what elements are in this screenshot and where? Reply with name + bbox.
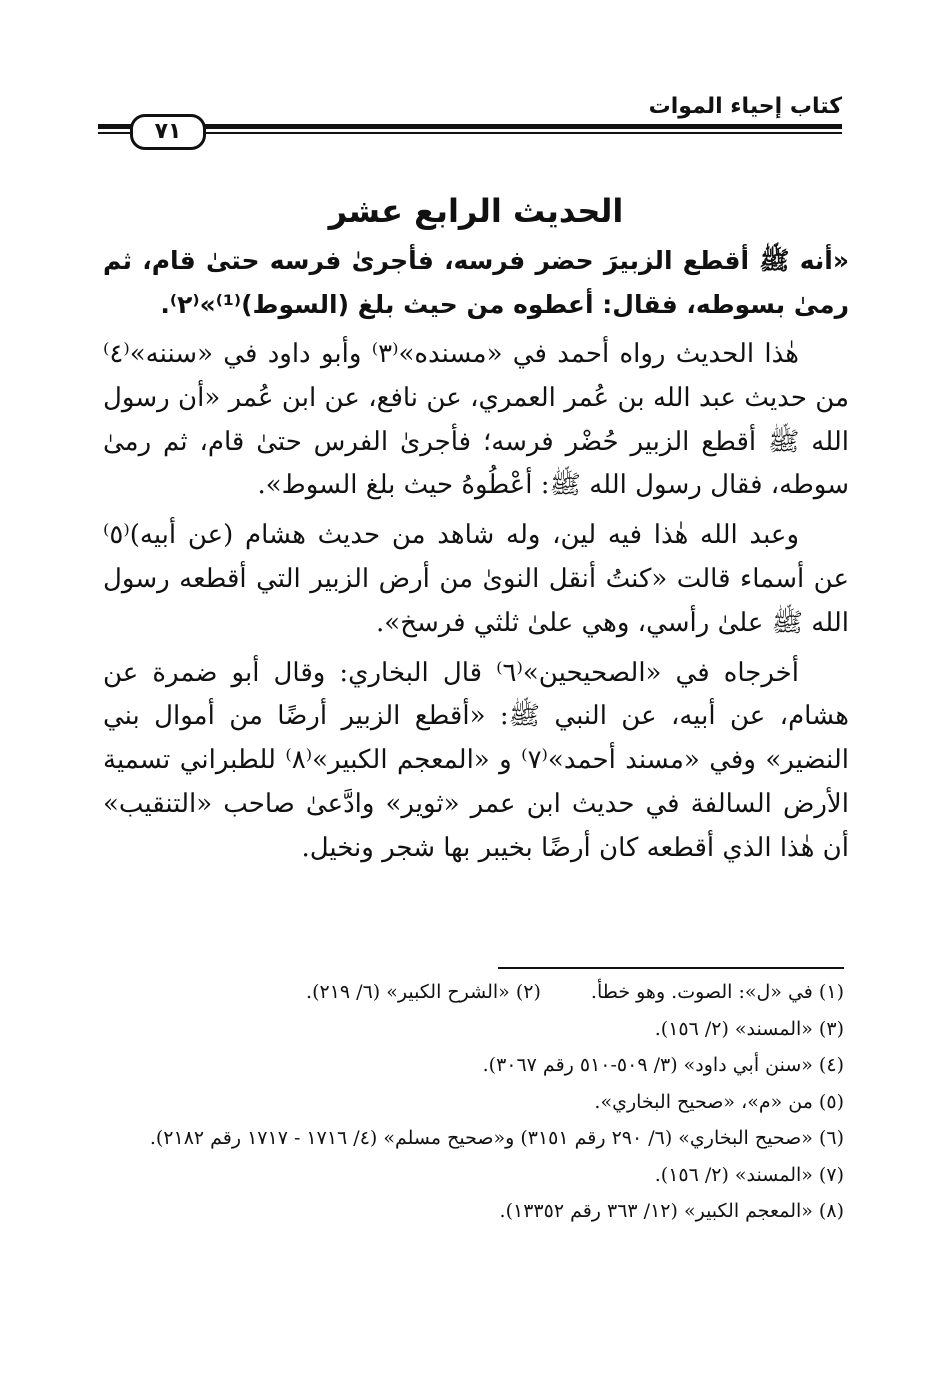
running-title: كتاب إحياء الموات — [648, 94, 842, 119]
footnote-4: (٤) «سنن أبي داود» (٣/ ٥٠٩-٥١٠ رقم ٣٠٦٧). — [482, 1054, 844, 1076]
footnote-3: (٣) «المسند» (٢/ ١٥٦). — [654, 1017, 844, 1040]
footnote-5: (٥) من «م»، «صحيح البخاري». — [594, 1090, 844, 1113]
hadith-text: «أنه ﷺ أقطع الزبيرَ حضر فرسه، فأجرىٰ فرسه حتىٰ قام، ثم رمىٰ بسوطه، فقال: أعطوه من حيث بلغ (السوط)⁽¹⁾»⁽٢⁾. — [103, 246, 849, 319]
paragraph: هٰذا الحديث رواه أحمد في «مسنده»⁽٣⁾ وأبو داود في «سننه»⁽٤⁾ من حديث عبد الله بن عُمر العمري، عن نافع، عن ابن عُمر «أن رسول الله ﷺ أقطع الزبير حُضْر فرسه؛ فأجرىٰ الفرس حتىٰ قام، ثم رمىٰ سوطه، فقال رسول الله ﷺ: أعْطُوهُ حيث بلغ السوط». — [103, 339, 849, 501]
paragraph: وعبد الله هٰذا فيه لين، وله شاهد من حديث هشام (عن أبيه)⁽٥⁾ عن أسماء قالت «كنتُ أنقل النوىٰ من أرض الزبير التي أقطعه رسول الله ﷺ علىٰ رأسي، وهي علىٰ ثلثي فرسخ». — [103, 520, 849, 638]
footnote-row — [103, 978, 844, 1008]
page-header — [98, 92, 842, 152]
main-text — [103, 185, 849, 877]
footnote-6: (٦) «صحيح البخاري» (٦/ ٢٩٠ رقم ٣١٥١) و«صحيح مسلم» (٤/ ١٧١٦ - ١٧١٧ رقم ٢١٨٢). — [149, 1127, 844, 1149]
footnote-1: (١) في «ل»: الصوت. وهو خطأ. — [590, 981, 844, 1003]
header-rule-thick — [98, 124, 842, 129]
footnote-divider — [498, 967, 844, 969]
section-title: الحديث الرابع عشر — [328, 192, 624, 230]
paragraph: أخرجاه في «الصحيحين»⁽٦⁾ قال البخاري: وقال أبو ضمرة عن هشام، عن أبيه، عن النبي ﷺ: «أقطع الزبير أرضًا من أموال بني النضير» وفي «مسند أحمد»⁽٧⁾ و «المعجم الكبير»⁽٨⁾ للطبراني تسمية الأرض السالفة في حديث ابن عمر «ثوير» وادَّعىٰ صاحب «التنقيب» أن هٰذا الذي أقطعه كان أرضًا بخيبر بها شجر ونخيل. — [103, 657, 850, 863]
footnote-8: (٨) «المعجم الكبير» (١٢/ ٣٦٣ رقم ١٣٣٥٢). — [499, 1200, 844, 1222]
header-rule-thin — [98, 132, 842, 134]
footnote-2: (٢) «الشرح الكبير» (٦/ ٢١٩). — [306, 981, 541, 1003]
footnotes — [103, 978, 844, 1234]
footnote-7: (٧) «المسند» (٢/ ١٥٦). — [654, 1163, 844, 1186]
page-number: ٧١ — [130, 114, 206, 150]
